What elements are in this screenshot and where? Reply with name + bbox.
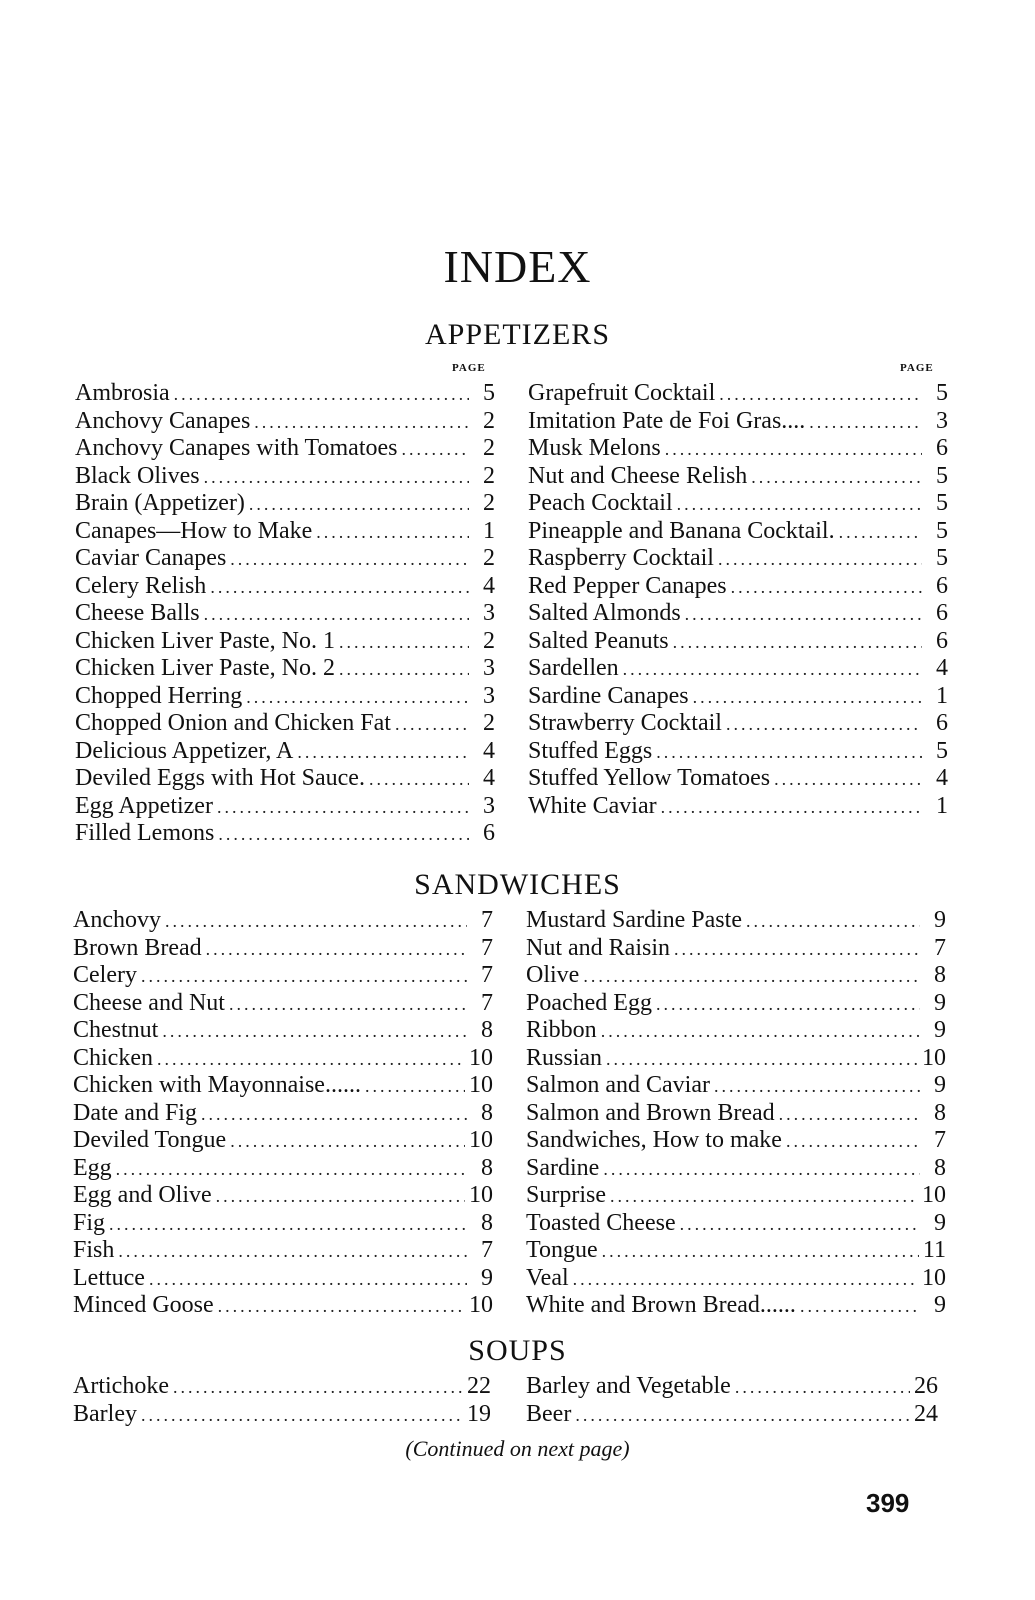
entry-page: 1 bbox=[936, 682, 948, 709]
soups-left-column bbox=[73, 1373, 491, 1428]
dot-leader bbox=[731, 574, 922, 602]
entry-page: 19 bbox=[467, 1400, 491, 1427]
dot-leader bbox=[216, 1183, 465, 1211]
entry-page: 8 bbox=[481, 1154, 493, 1181]
continued-note: (Continued on next page) bbox=[405, 1436, 630, 1461]
entry-page: 4 bbox=[483, 765, 495, 791]
entry-page: 10 bbox=[922, 1182, 946, 1208]
dot-leader bbox=[656, 991, 920, 1019]
entry-name: Chestnut bbox=[73, 1017, 159, 1043]
index-entry bbox=[73, 1045, 493, 1073]
entry-page: 5 bbox=[936, 490, 948, 516]
index-entry bbox=[73, 1210, 493, 1238]
entry-page: 2 bbox=[483, 462, 495, 489]
dot-leader bbox=[800, 1293, 920, 1321]
index-entry bbox=[73, 1292, 493, 1320]
entry-page: 10 bbox=[469, 1072, 493, 1098]
dot-leader bbox=[165, 908, 467, 936]
index-entry bbox=[526, 962, 946, 990]
dot-leader bbox=[118, 1238, 467, 1266]
index-entry bbox=[73, 962, 493, 990]
entry-name: Pineapple and Banana Cocktail. bbox=[528, 517, 835, 544]
sandwiches-left-column bbox=[73, 907, 493, 1320]
dot-leader bbox=[685, 601, 922, 629]
entry-name: Ambrosia bbox=[75, 380, 170, 406]
entry-name: Canapes—How to Make bbox=[75, 517, 313, 544]
dot-leader bbox=[677, 491, 922, 519]
index-entry bbox=[75, 408, 495, 436]
index-entry bbox=[73, 1182, 493, 1210]
entry-page: 8 bbox=[481, 1099, 493, 1126]
entry-page: 2 bbox=[483, 710, 495, 736]
index-entry bbox=[75, 710, 495, 738]
entry-name: Anchovy bbox=[73, 907, 161, 933]
entry-page: 10 bbox=[469, 1127, 493, 1153]
dot-leader bbox=[218, 1293, 465, 1321]
entry-name: Deviled Tongue bbox=[73, 1127, 227, 1153]
entry-name: Strawberry Cocktail bbox=[528, 710, 722, 736]
entry-page: 5 bbox=[936, 462, 948, 489]
entry-page: 6 bbox=[936, 600, 948, 626]
appetizers-left-column bbox=[75, 380, 495, 848]
entry-page: 2 bbox=[483, 627, 495, 654]
entry-name: Sardine bbox=[526, 1154, 600, 1181]
dot-leader bbox=[602, 1238, 919, 1266]
entry-name: Chicken Liver Paste, No. 2 bbox=[75, 655, 335, 681]
entry-name: Fig bbox=[73, 1209, 106, 1236]
entry-page: 10 bbox=[922, 1264, 946, 1291]
entry-page: 1 bbox=[936, 792, 948, 819]
entry-page: 1 bbox=[483, 517, 495, 544]
entry-page: 2 bbox=[483, 407, 495, 434]
dot-leader bbox=[735, 1374, 910, 1402]
entry-name: Olive bbox=[526, 962, 580, 988]
entry-name: Caviar Canapes bbox=[75, 545, 227, 571]
entry-name: Grapefruit Cocktail bbox=[528, 380, 716, 406]
dot-leader bbox=[779, 1101, 920, 1129]
index-entry bbox=[528, 518, 948, 546]
entry-name: Cheese and Nut bbox=[73, 989, 225, 1016]
entry-page: 3 bbox=[483, 792, 495, 819]
entry-page: 10 bbox=[469, 1292, 493, 1318]
index-entry bbox=[528, 380, 948, 408]
index-entry bbox=[528, 463, 948, 491]
entry-page: 2 bbox=[483, 545, 495, 571]
dot-leader bbox=[149, 1266, 467, 1294]
entry-page: 5 bbox=[936, 517, 948, 544]
entry-page: 6 bbox=[936, 572, 948, 599]
dot-leader bbox=[201, 1101, 467, 1129]
entry-name: Brown Bread bbox=[73, 934, 202, 961]
entry-name: Delicious Appetizer, A bbox=[75, 737, 294, 764]
dot-leader bbox=[809, 409, 922, 437]
entry-name: Stuffed Eggs bbox=[528, 737, 653, 764]
dot-leader bbox=[339, 656, 469, 684]
entry-name: Date and Fig bbox=[73, 1099, 197, 1126]
entry-page: 9 bbox=[481, 1264, 493, 1291]
entry-page: 3 bbox=[483, 682, 495, 709]
entry-name: Chopped Herring bbox=[75, 682, 243, 709]
index-entry bbox=[75, 600, 495, 628]
entry-name: Egg bbox=[73, 1154, 112, 1181]
index-entry bbox=[526, 1017, 946, 1045]
dot-leader bbox=[665, 436, 922, 464]
entry-name: Anchovy Canapes bbox=[75, 407, 251, 434]
dot-leader bbox=[297, 739, 469, 767]
dot-leader bbox=[174, 381, 469, 409]
entry-page: 9 bbox=[934, 907, 946, 933]
index-entry bbox=[526, 1373, 938, 1401]
dot-leader bbox=[719, 381, 922, 409]
entry-name: Egg and Olive bbox=[73, 1182, 212, 1208]
index-entry bbox=[75, 380, 495, 408]
index-entry bbox=[73, 1017, 493, 1045]
index-entry bbox=[526, 935, 946, 963]
index-entry bbox=[75, 490, 495, 518]
index-entry bbox=[528, 435, 948, 463]
dot-leader bbox=[573, 1266, 918, 1294]
entry-name: Raspberry Cocktail bbox=[528, 545, 714, 571]
index-entry bbox=[73, 990, 493, 1018]
entry-name: Lettuce bbox=[73, 1264, 145, 1291]
entry-name: Salted Almonds bbox=[528, 600, 681, 626]
entry-name: Sandwiches, How to make bbox=[526, 1127, 782, 1153]
entry-name: Musk Melons bbox=[528, 435, 661, 461]
entry-name: Nut and Cheese Relish bbox=[528, 462, 748, 489]
index-entry bbox=[528, 765, 948, 793]
index-entry bbox=[526, 1182, 946, 1210]
index-entry bbox=[526, 1210, 946, 1238]
entry-name: Beer bbox=[526, 1400, 572, 1427]
index-entry bbox=[526, 990, 946, 1018]
entry-page: 9 bbox=[934, 1017, 946, 1043]
entry-page: 8 bbox=[934, 1099, 946, 1126]
index-entry bbox=[75, 655, 495, 683]
entry-page: 6 bbox=[483, 820, 495, 846]
entry-name: Chicken with Mayonnaise...... bbox=[73, 1072, 361, 1098]
index-entry bbox=[526, 1045, 946, 1073]
entry-page: 6 bbox=[936, 435, 948, 461]
entry-page: 10 bbox=[469, 1044, 493, 1071]
dot-leader bbox=[601, 1018, 920, 1046]
entry-page: 3 bbox=[483, 655, 495, 681]
index-entry bbox=[75, 628, 495, 656]
entry-name: Chopped Onion and Chicken Fat bbox=[75, 710, 391, 736]
dot-leader bbox=[623, 656, 922, 684]
appetizers-heading: APPETIZERS bbox=[424, 318, 611, 351]
entry-name: Imitation Pate de Foi Gras.... bbox=[528, 407, 806, 434]
entry-page: 10 bbox=[922, 1044, 946, 1071]
dot-leader bbox=[141, 963, 467, 991]
entry-page: 2 bbox=[483, 490, 495, 516]
index-entry bbox=[526, 1072, 946, 1100]
dot-leader bbox=[606, 1046, 918, 1074]
entry-name: Filled Lemons bbox=[75, 820, 215, 846]
page-number: 399 bbox=[866, 1488, 910, 1518]
entry-name: Sardine Canapes bbox=[528, 682, 689, 709]
dot-leader bbox=[673, 629, 922, 657]
entry-name: Salted Peanuts bbox=[528, 627, 669, 654]
dot-leader bbox=[206, 936, 467, 964]
index-entry bbox=[75, 738, 495, 766]
entry-page: 10 bbox=[469, 1182, 493, 1208]
index-entry bbox=[73, 907, 493, 935]
index-entry bbox=[526, 1237, 946, 1265]
entry-page: 11 bbox=[922, 1237, 946, 1263]
entry-page: 7 bbox=[481, 962, 493, 988]
entry-page: 8 bbox=[934, 1154, 946, 1181]
entry-name: Artichoke bbox=[73, 1373, 169, 1399]
dot-leader bbox=[674, 936, 920, 964]
entry-page: 6 bbox=[936, 710, 948, 736]
dot-leader bbox=[661, 794, 922, 822]
index-entry bbox=[73, 1237, 493, 1265]
dot-leader bbox=[774, 766, 922, 794]
entry-name: White Caviar bbox=[528, 792, 657, 819]
dot-leader bbox=[718, 546, 922, 574]
dot-leader bbox=[365, 1073, 465, 1101]
dot-leader bbox=[839, 519, 922, 547]
entry-page: 3 bbox=[936, 407, 948, 434]
entry-name: Anchovy Canapes with Tomatoes bbox=[75, 435, 398, 461]
dot-leader bbox=[369, 766, 469, 794]
entry-name: Black Olives bbox=[75, 462, 200, 489]
index-entry bbox=[73, 935, 493, 963]
entry-page: 7 bbox=[934, 934, 946, 961]
dot-leader bbox=[726, 711, 922, 739]
index-entry bbox=[75, 545, 495, 573]
entry-page: 4 bbox=[936, 765, 948, 791]
appetizers-right-column bbox=[528, 380, 948, 820]
index-entry bbox=[75, 683, 495, 711]
page-column-label-right: PAGE bbox=[900, 362, 934, 374]
index-entry bbox=[528, 793, 948, 821]
index-entry bbox=[75, 435, 495, 463]
dot-leader bbox=[230, 546, 469, 574]
entry-page: 7 bbox=[481, 934, 493, 961]
entry-page: 5 bbox=[483, 380, 495, 406]
dot-leader bbox=[229, 991, 467, 1019]
entry-name: Chicken Liver Paste, No. 1 bbox=[75, 627, 335, 654]
entry-name: Ribbon bbox=[526, 1017, 597, 1043]
dot-leader bbox=[575, 1402, 910, 1430]
dot-leader bbox=[656, 739, 922, 767]
index-entry bbox=[526, 1265, 946, 1293]
soups-heading: SOUPS bbox=[468, 1334, 567, 1367]
entry-name: Deviled Eggs with Hot Sauce. bbox=[75, 765, 365, 791]
entry-name: Russian bbox=[526, 1044, 603, 1071]
dot-leader bbox=[210, 574, 469, 602]
dot-leader bbox=[693, 684, 922, 712]
entry-page: 5 bbox=[936, 737, 948, 764]
index-entry bbox=[528, 738, 948, 766]
dot-leader bbox=[246, 684, 469, 712]
entry-page: 3 bbox=[483, 600, 495, 626]
dot-leader bbox=[141, 1402, 463, 1430]
entry-page: 24 bbox=[914, 1400, 938, 1427]
index-entry bbox=[75, 463, 495, 491]
dot-leader bbox=[603, 1156, 920, 1184]
entry-page: 4 bbox=[936, 655, 948, 681]
entry-page: 9 bbox=[934, 1072, 946, 1098]
dot-leader bbox=[204, 464, 469, 492]
entry-page: 26 bbox=[914, 1373, 938, 1399]
index-entry bbox=[73, 1265, 493, 1293]
index-entry bbox=[528, 545, 948, 573]
dot-leader bbox=[786, 1128, 920, 1156]
entry-name: Egg Appetizer bbox=[75, 792, 213, 819]
index-entry bbox=[75, 793, 495, 821]
index-title: INDEX bbox=[443, 241, 592, 292]
dot-leader bbox=[109, 1211, 467, 1239]
entry-name: Poached Egg bbox=[526, 989, 652, 1016]
entry-page: 9 bbox=[934, 989, 946, 1016]
dot-leader bbox=[249, 491, 469, 519]
entry-name: Cheese Balls bbox=[75, 600, 200, 626]
index-entry bbox=[528, 600, 948, 628]
entry-name: Brain (Appetizer) bbox=[75, 490, 245, 516]
index-entry bbox=[526, 1127, 946, 1155]
index-entry bbox=[528, 655, 948, 683]
entry-name: Minced Goose bbox=[73, 1292, 214, 1318]
entry-page: 9 bbox=[934, 1292, 946, 1318]
entry-name: White and Brown Bread...... bbox=[526, 1292, 796, 1318]
index-entry bbox=[75, 765, 495, 793]
entry-name: Veal bbox=[526, 1264, 569, 1291]
index-entry bbox=[528, 408, 948, 436]
dot-leader bbox=[316, 519, 469, 547]
entry-page: 7 bbox=[481, 1237, 493, 1263]
entry-page: 5 bbox=[936, 380, 948, 406]
index-entry bbox=[528, 573, 948, 601]
index-entry bbox=[73, 1072, 493, 1100]
dot-leader bbox=[218, 821, 469, 849]
sandwiches-heading: SANDWICHES bbox=[414, 868, 621, 901]
entry-name: Peach Cocktail bbox=[528, 490, 673, 516]
dot-leader bbox=[746, 908, 920, 936]
sandwiches-right-column bbox=[526, 907, 946, 1320]
entry-page: 7 bbox=[481, 989, 493, 1016]
entry-name: Red Pepper Canapes bbox=[528, 572, 727, 599]
index-entry bbox=[528, 628, 948, 656]
index-entry bbox=[528, 490, 948, 518]
dot-leader bbox=[230, 1128, 465, 1156]
dot-leader bbox=[395, 711, 469, 739]
entry-name: Toasted Cheese bbox=[526, 1209, 676, 1236]
entry-name: Mustard Sardine Paste bbox=[526, 907, 742, 933]
entry-name: Barley and Vegetable bbox=[526, 1373, 731, 1399]
index-entry bbox=[526, 1401, 938, 1429]
index-entry bbox=[526, 907, 946, 935]
entry-name: Celery Relish bbox=[75, 572, 207, 599]
entry-name: Salmon and Caviar bbox=[526, 1072, 710, 1098]
dot-leader bbox=[610, 1183, 918, 1211]
entry-page: 9 bbox=[934, 1209, 946, 1236]
dot-leader bbox=[162, 1018, 467, 1046]
dot-leader bbox=[254, 409, 469, 437]
index-entry bbox=[73, 1401, 491, 1429]
entry-page: 8 bbox=[481, 1017, 493, 1043]
dot-leader bbox=[173, 1374, 463, 1402]
dot-leader bbox=[116, 1156, 467, 1184]
index-entry bbox=[73, 1155, 493, 1183]
index-entry bbox=[73, 1100, 493, 1128]
index-entry bbox=[75, 573, 495, 601]
dot-leader bbox=[217, 794, 469, 822]
dot-leader bbox=[680, 1211, 920, 1239]
entry-name: Tongue bbox=[526, 1237, 598, 1263]
index-entry bbox=[528, 683, 948, 711]
entry-page: 7 bbox=[934, 1127, 946, 1153]
page-column-label-left: PAGE bbox=[452, 362, 486, 374]
dot-leader bbox=[204, 601, 469, 629]
index-entry bbox=[73, 1127, 493, 1155]
index-entry bbox=[526, 1155, 946, 1183]
index-entry bbox=[526, 1100, 946, 1128]
entry-page: 5 bbox=[936, 545, 948, 571]
entry-name: Celery bbox=[73, 962, 137, 988]
entry-page: 6 bbox=[936, 627, 948, 654]
entry-name: Surprise bbox=[526, 1182, 606, 1208]
dot-leader bbox=[339, 629, 469, 657]
entry-page: 2 bbox=[483, 435, 495, 461]
entry-name: Salmon and Brown Bread bbox=[526, 1099, 775, 1126]
index-entry bbox=[528, 710, 948, 738]
dot-leader bbox=[751, 464, 922, 492]
entry-page: 22 bbox=[467, 1373, 491, 1399]
entry-page: 8 bbox=[934, 962, 946, 988]
entry-page: 7 bbox=[481, 907, 493, 933]
dot-leader bbox=[402, 436, 470, 464]
index-entry bbox=[75, 518, 495, 546]
dot-leader bbox=[157, 1046, 465, 1074]
index-entry bbox=[526, 1292, 946, 1320]
index-entry bbox=[73, 1373, 491, 1401]
entry-name: Stuffed Yellow Tomatoes bbox=[528, 765, 771, 791]
entry-page: 8 bbox=[481, 1209, 493, 1236]
dot-leader bbox=[583, 963, 920, 991]
entry-name: Chicken bbox=[73, 1044, 153, 1071]
entry-page: 4 bbox=[483, 737, 495, 764]
entry-name: Nut and Raisin bbox=[526, 934, 670, 961]
entry-page: 4 bbox=[483, 572, 495, 599]
entry-name: Barley bbox=[73, 1400, 137, 1427]
soups-right-column bbox=[526, 1373, 938, 1428]
entry-name: Sardellen bbox=[528, 655, 619, 681]
index-entry bbox=[75, 820, 495, 848]
entry-name: Fish bbox=[73, 1237, 115, 1263]
dot-leader bbox=[714, 1073, 920, 1101]
